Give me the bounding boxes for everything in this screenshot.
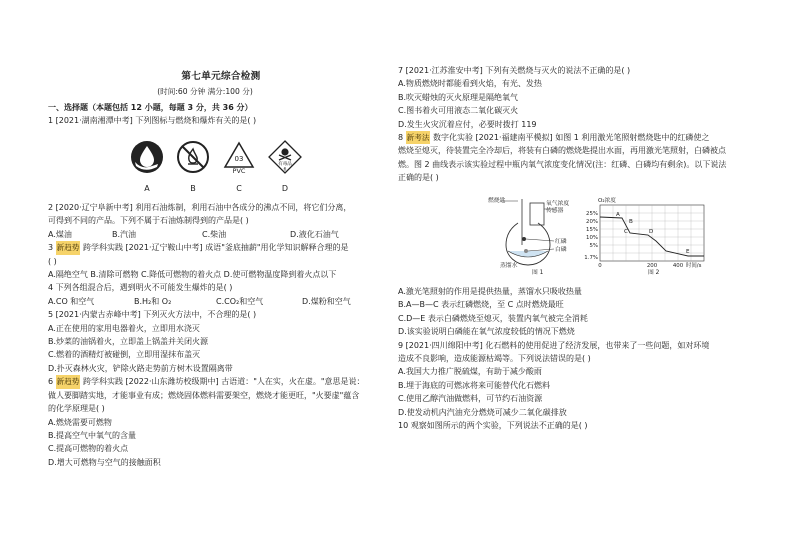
q7-option-b: B.吹灭蜡烛的灭火原理是隔绝氧气 — [398, 92, 519, 102]
point-c: C — [624, 229, 628, 235]
q6-text: 跨学科实践 [2022·山东潍坊校级期中] 古语道："人在实，火在虚。"意思是说： — [80, 377, 365, 387]
question-4: 4 下列各组混合后，遇到明火不可能发生爆炸的是( ) — [48, 283, 233, 293]
left-column — [48, 101, 396, 128]
point-b: B — [629, 219, 633, 225]
x-tick-0: 0 — [598, 263, 602, 269]
recycle-pvc-icon — [222, 140, 256, 174]
q5-option-c: C.燃着的酒精灯被碰倒，立即用湿抹布盖灭 — [48, 350, 201, 360]
icon-letter-b: B — [190, 184, 196, 193]
q9-option-c: C.使用乙醇汽油做燃料，可节约石油资源 — [398, 394, 543, 404]
label-o2-sensor-1: 氧气浓度 — [546, 201, 570, 207]
question-9-line-1: 9 [2021·四川绵阳中考] 化石燃料的使用促进了经济发展，也带来了一些问题，如对环境 — [398, 340, 710, 350]
right-column-continued — [398, 285, 748, 432]
toxic-label: 有毒品 — [278, 162, 292, 167]
trend-tag: 新趋势 — [56, 375, 81, 388]
question-3-line-2: ( ) — [48, 256, 57, 266]
question-7: 7 [2021·江苏淮安中考] 下列有关燃烧与灭火的说法不正确的是( ) — [398, 66, 631, 75]
point-d: D — [649, 229, 654, 235]
q3-text: 跨学科实践 [2021·辽宁鞍山中考] 成语"釜底抽薪"用化学知识解释合理的是 — [80, 243, 349, 253]
caption-fig-2: 图 2 — [648, 270, 660, 275]
x-axis-label: 时间/s — [686, 263, 702, 269]
y-tick-25: 25% — [586, 211, 598, 217]
y-tick-1-7: 1.7% — [584, 255, 598, 261]
icon-letter-a: A — [144, 184, 150, 193]
icon-letter-c: C — [236, 184, 242, 193]
question-10: 10 观察如图所示的两个实验，下列说法不正确的是( ) — [398, 421, 588, 431]
q8-apparatus-and-graph — [488, 193, 720, 275]
q4-option-c: C.CO₂和空气 — [216, 296, 264, 306]
question-4-options — [48, 295, 396, 308]
y-tick-15: 15% — [586, 227, 598, 233]
question-2-line-2: 可得到不同的产品。下列不属于石油炼制得到的产品是( ) — [48, 216, 249, 226]
q7-option-a: A.物质燃烧时都能看到火焰，有光、发热 — [398, 79, 542, 89]
question-8-line-2: 燃烧至熄灭，待装置完全冷却后，将装有白磷的燃烧匙提出水面，再用激光笔照射，白磷被点 — [398, 146, 726, 156]
q4-option-a: A.CO 和空气 — [48, 296, 95, 306]
label-water: 蒸馏水 — [500, 263, 518, 269]
icon-letter-d: D — [281, 184, 289, 193]
q6-option-c: C.提高可燃物的着火点 — [48, 444, 129, 454]
section-heading: 一、选择题（本题包括 12 小题，每题 3 分，共 36 分） — [48, 103, 253, 112]
q6-option-a: A.燃烧需要可燃物 — [48, 417, 112, 427]
q5-option-d: D.扑灭森林火灾，铲除火路走势前方树木设置隔离带 — [48, 363, 233, 373]
question-5: 5 [2021·内蒙古赤峰中考] 下列灭火方法中，不合理的是( ) — [48, 310, 257, 320]
water-drop-hand-icon — [130, 140, 164, 174]
toxic-skull-icon — [268, 140, 302, 174]
q1-icon-row — [130, 140, 302, 198]
question-2-line-1: 2 [2020·辽宁阜新中考] 利用石油炼制，利用石油中各成分的沸点不同，将它们分离， — [48, 203, 352, 212]
q6-option-b: B.提高空气中氧气的含量 — [48, 430, 137, 440]
label-white-p: 白磷 — [555, 247, 567, 253]
question-3-options: A.隔绝空气 B.清除可燃物 C.降低可燃物的着火点 D.使可燃物温度降到着火点以下 — [48, 270, 337, 280]
question-3-line-1: 3 新趋势 跨学科实践 [2021·辽宁鞍山中考] 成语"釜底抽薪"用化学知识解释合理的是 — [48, 241, 396, 254]
x-tick-200: 200 — [646, 263, 658, 269]
q5-option-a: A.正在使用的家用电器着火，立即用水浇灭 — [48, 323, 200, 333]
q2-option-d: D.液化石油气 — [290, 229, 339, 239]
x-tick-400: 400 — [672, 263, 684, 269]
point-a: A — [616, 212, 620, 218]
no-fire-icon — [176, 140, 210, 174]
q8-option-c: C.D—E 表示白磷燃烧至熄灭，装置内氧气被完全消耗 — [398, 313, 588, 323]
q2-option-b: B.汽油 — [112, 229, 137, 239]
question-2-options — [48, 228, 396, 241]
exam-meta: (时间:60 分钟 满分:100 分) — [157, 87, 253, 96]
right-column — [398, 64, 748, 185]
toxic-number: 6 — [283, 167, 287, 173]
q8-figure — [488, 193, 720, 275]
question-8-line-4: 正确的是( ) — [398, 173, 439, 183]
q2-option-c: C.柴油 — [202, 229, 227, 239]
question-6-line-1: 6 新趋势 跨学科实践 [2022·山东潍坊校级期中] 古语道："人在实，火在虚。"意思是说： — [48, 375, 396, 388]
q4-option-d: D.煤粉和空气 — [302, 296, 351, 306]
q8-option-a: A.激光笔照射的作用是提供热量，蒸馏水只吸收热量 — [398, 287, 582, 296]
caption-fig-1: 图 1 — [532, 270, 544, 275]
graph-y-label: O₂浓度 — [598, 198, 616, 204]
q4-option-b: B.H₂和 O₂ — [134, 296, 172, 306]
question-8-line-3: 燃。图 2 曲线表示该实验过程中瓶内氧气浓度变化情况(注：红磷、白磷均有剩余)。以下说法 — [398, 159, 727, 169]
label-spoon: 燃烧匙 — [488, 198, 506, 204]
question-1: 1 [2021·湖南湘潭中考] 下列图标与燃烧和爆炸有关的是( ) — [48, 116, 257, 126]
q7-option-d: D.发生火灾沉着应付，必要时拨打 119 — [398, 119, 537, 129]
page-title: 第七单元综合检测 — [181, 71, 261, 82]
q6-option-d: D.增大可燃物与空气的接触面积 — [48, 457, 161, 467]
trend-tag: 新趋势 — [56, 241, 81, 254]
question-6-line-3: 的化学原理是( ) — [48, 404, 105, 414]
q8-option-d: D.该实验说明白磷能在氧气浓度较低的情况下燃烧 — [398, 327, 575, 337]
question-8-line-1: 8 新考法 数字化实验 [2021·福建南平模拟] 如图 1 利用激光笔照射燃烧匙中的红磷使之 — [398, 131, 748, 144]
label-o2-sensor-2: 传感器 — [546, 208, 564, 214]
new-method-tag: 新考法 — [406, 131, 431, 144]
q8-text: 数字化实验 [2021·福建南平模拟] 如图 1 利用激光笔照射燃烧匙中的红磷使之 — [430, 133, 710, 143]
q9-option-a: A.我国大力推广脱硫煤，有助于减少酸雨 — [398, 367, 542, 377]
y-tick-10: 10% — [586, 235, 598, 241]
q2-option-a: A.煤油 — [48, 229, 72, 239]
point-e: E — [686, 249, 690, 255]
left-column-continued — [48, 201, 396, 469]
recycle-label: PVC — [232, 167, 246, 174]
y-tick-5: 5% — [589, 243, 598, 249]
q8-option-b: B.A—B—C 表示红磷燃烧，至 C 点时燃烧最旺 — [398, 300, 564, 310]
q5-option-b: B.炒菜的油锅着火，立即盖上锅盖并关闭火源 — [48, 337, 209, 347]
q7-option-c: C.图书着火可用液态二氧化碳灭火 — [398, 106, 519, 116]
question-6-line-2: 做人要脚踏实地，才能事业有成；燃烧固体燃料需要架空，燃烧才能更旺，"火要虚"蕴含 — [48, 390, 360, 400]
q9-option-b: B.埋于海底的可燃冰将来可能替代化石燃料 — [398, 380, 551, 390]
q9-option-d: D.使发动机内汽油充分燃烧可减少二氧化碳排放 — [398, 407, 567, 417]
recycle-number: 03 — [234, 155, 244, 163]
question-9-line-2: 造成不良影响，造成能源枯竭等。下列说法错误的是( ) — [398, 354, 591, 364]
y-tick-20: 20% — [586, 219, 598, 225]
label-red-p: 红磷 — [555, 239, 567, 245]
